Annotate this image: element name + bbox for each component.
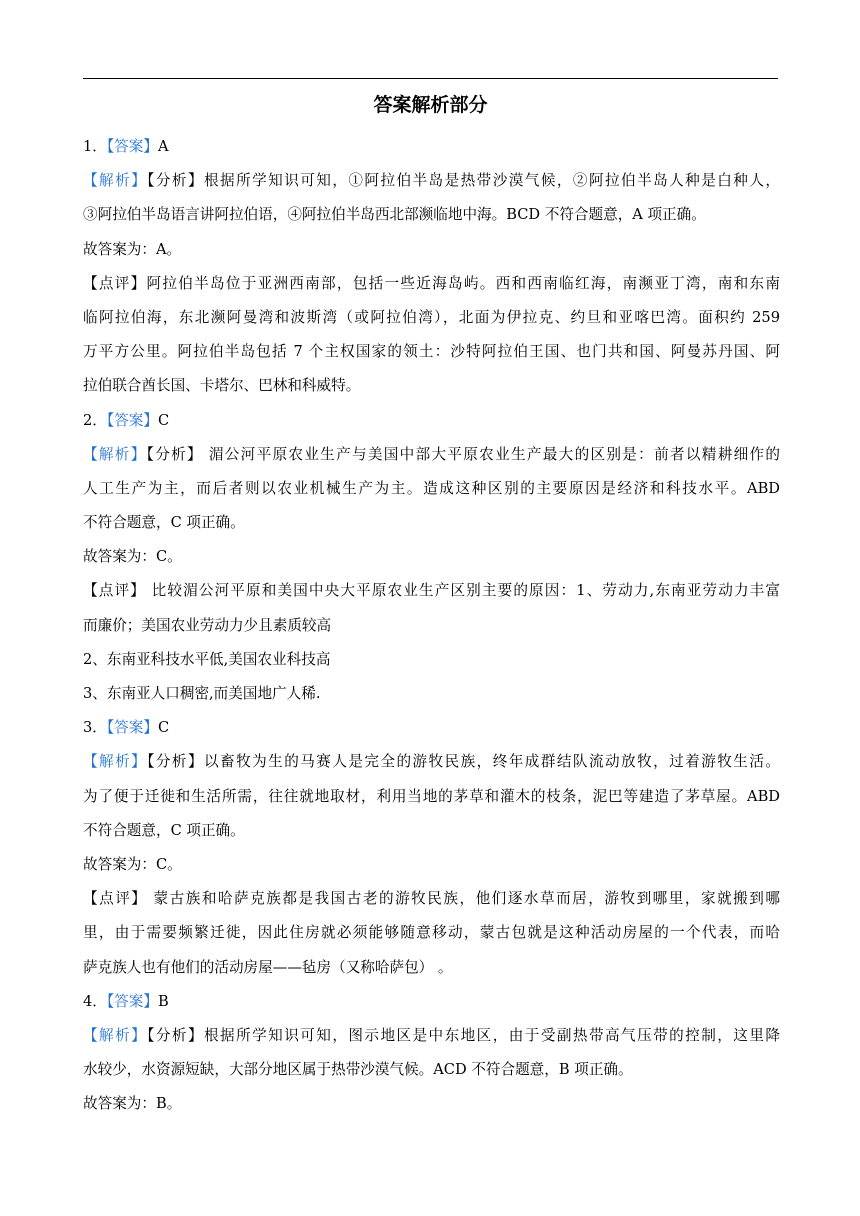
q3-conclusion: 故答案为：C。	[83, 855, 182, 873]
comment-tag: 【点评】	[83, 582, 146, 600]
analysis-tag: 【分析】	[146, 445, 203, 463]
answer-tag: 【答案】	[106, 138, 158, 155]
q3-number: 3．	[83, 719, 107, 737]
q4-answer-line	[83, 985, 780, 1019]
q3-comment-text: 蒙古族和哈萨克族都是我国古老的游牧民族，他们逐水草而居，游牧到哪里，家就搬到哪	[147, 890, 780, 908]
answer-tag: 【答案】	[106, 992, 158, 1010]
q3-comment-line: 里，由于需要频繁迁徙，因此住房就必须能够随意移动，蒙古包就是这种活动房屋的一个代表，而哈	[83, 924, 780, 942]
q4-conclusion: 故答案为：B。	[83, 1095, 182, 1113]
explain-tag: 【解析】	[83, 1026, 148, 1044]
answer-content	[83, 130, 780, 1121]
q1-explain-text: 根据所学知识可知，①阿拉伯半岛是热带沙漠气候，②阿拉伯半岛人种是白种人，	[204, 172, 780, 190]
q1-comment-text: 阿拉伯半岛位于亚洲西南部，包括一些近海岛屿。西和西南临红海，南濒亚丁湾，南和东南	[146, 274, 780, 292]
explain-tag: 【解析】	[83, 753, 148, 771]
q2-number: 2．	[83, 411, 107, 429]
q4-explain-line	[83, 1019, 780, 1053]
header-rule	[83, 78, 778, 79]
q3-explain-line: 为了便于迁徙和生活所需，往往就地取材，利用当地的茅草和灌木的枝条，泥巴等建造了茅草屋。ABD	[83, 787, 780, 805]
q4-answer: B	[157, 992, 169, 1010]
q1-comment-line: 万平方公里。阿拉伯半岛包括 7 个主权国家的领土：沙特阿拉伯王国、也门共和国、阿曼苏丹国、阿	[83, 343, 780, 361]
q4-explain-text: 根据所学知识可知，图示地区是中东地区，由于受副热带高气压带的控制，这里降	[204, 1026, 780, 1044]
q2-comment-line: 2、东南亚科技水平低,美国农业科技高	[83, 650, 331, 668]
page-title: 答案解析部分	[373, 94, 488, 116]
q1-conclusion: 故答案为：A。	[83, 240, 182, 258]
q3-explain-line: 不符合题意，C 项正确。	[83, 821, 245, 839]
q2-explain-line: 不符合题意，C 项正确。	[83, 514, 245, 532]
q3-explain-text: 以畜牧为生的马赛人是完全的游牧民族，终年成群结队流动放牧，过着游牧生活。	[204, 753, 780, 771]
comment-tag: 【点评】	[83, 890, 148, 908]
q2-comment-text: 比较湄公河平原和美国中央大平原农业生产区别主要的原因：1、劳动力,东南亚劳动力丰富	[145, 582, 780, 600]
q3-answer-line	[83, 711, 780, 745]
q1-comment-line: 临阿拉伯海，东北濒阿曼湾和波斯湾（或阿拉伯湾），北面为伊拉克、约旦和亚喀巴湾。面积约 259	[83, 308, 780, 326]
q4-number: 4．	[83, 992, 107, 1010]
explain-tag: 【解析】	[83, 445, 147, 463]
comment-tag: 【点评】	[83, 274, 147, 292]
q2-explain-text: 湄公河平原农业生产与美国中部大平原农业生产最大的区别是：前者以精耕细作的	[202, 445, 780, 463]
analysis-tag: 【分析】	[147, 172, 205, 190]
q3-comment-line: 萨克族人也有他们的活动房屋——毡房（又称哈萨包） 。	[83, 958, 453, 976]
q1-explain-line	[83, 164, 780, 198]
analysis-tag: 【分析】	[147, 753, 205, 771]
q2-answer: C	[157, 411, 170, 429]
q1-answer: A	[157, 138, 169, 155]
q2-conclusion: 故答案为：C。	[83, 548, 182, 566]
q3-explain-line	[83, 745, 780, 779]
q2-comment-line	[83, 574, 780, 608]
q2-answer-line	[83, 404, 780, 438]
analysis-tag: 【分析】	[147, 1026, 205, 1044]
q3-comment-line	[83, 882, 780, 916]
q3-answer: C	[157, 719, 170, 737]
q2-comment-line: 3、东南亚人口稠密,而美国地广人稀.	[83, 685, 321, 702]
q2-explain-line	[83, 438, 780, 472]
q1-comment-line	[83, 267, 780, 301]
answer-tag: 【答案】	[106, 719, 158, 737]
q2-explain-line: 人工生产为主，而后者则以农业机械生产为主。造成这种区别的主要原因是经济和科技水平。ABD	[83, 479, 780, 497]
q2-comment-line: 而廉价；美国农业劳动力少且素质较高	[83, 616, 332, 634]
q1-explain-line: ③阿拉伯半岛语言讲阿拉伯语，④阿拉伯半岛西北部濒临地中海。BCD 不符合题意，A 项正确。	[83, 206, 706, 224]
q1-comment-line: 拉伯联合酋长国、卡塔尔、巴林和科威特。	[83, 377, 361, 395]
q1-answer-line	[83, 130, 780, 164]
q1-number: 1．	[83, 138, 107, 155]
answer-tag: 【答案】	[106, 411, 158, 429]
explain-tag: 【解析】	[83, 172, 148, 190]
q4-explain-line: 水较少，水资源短缺，大部分地区属于热带沙漠气候。ACD 不符合题意，B 项正确。	[83, 1061, 633, 1079]
